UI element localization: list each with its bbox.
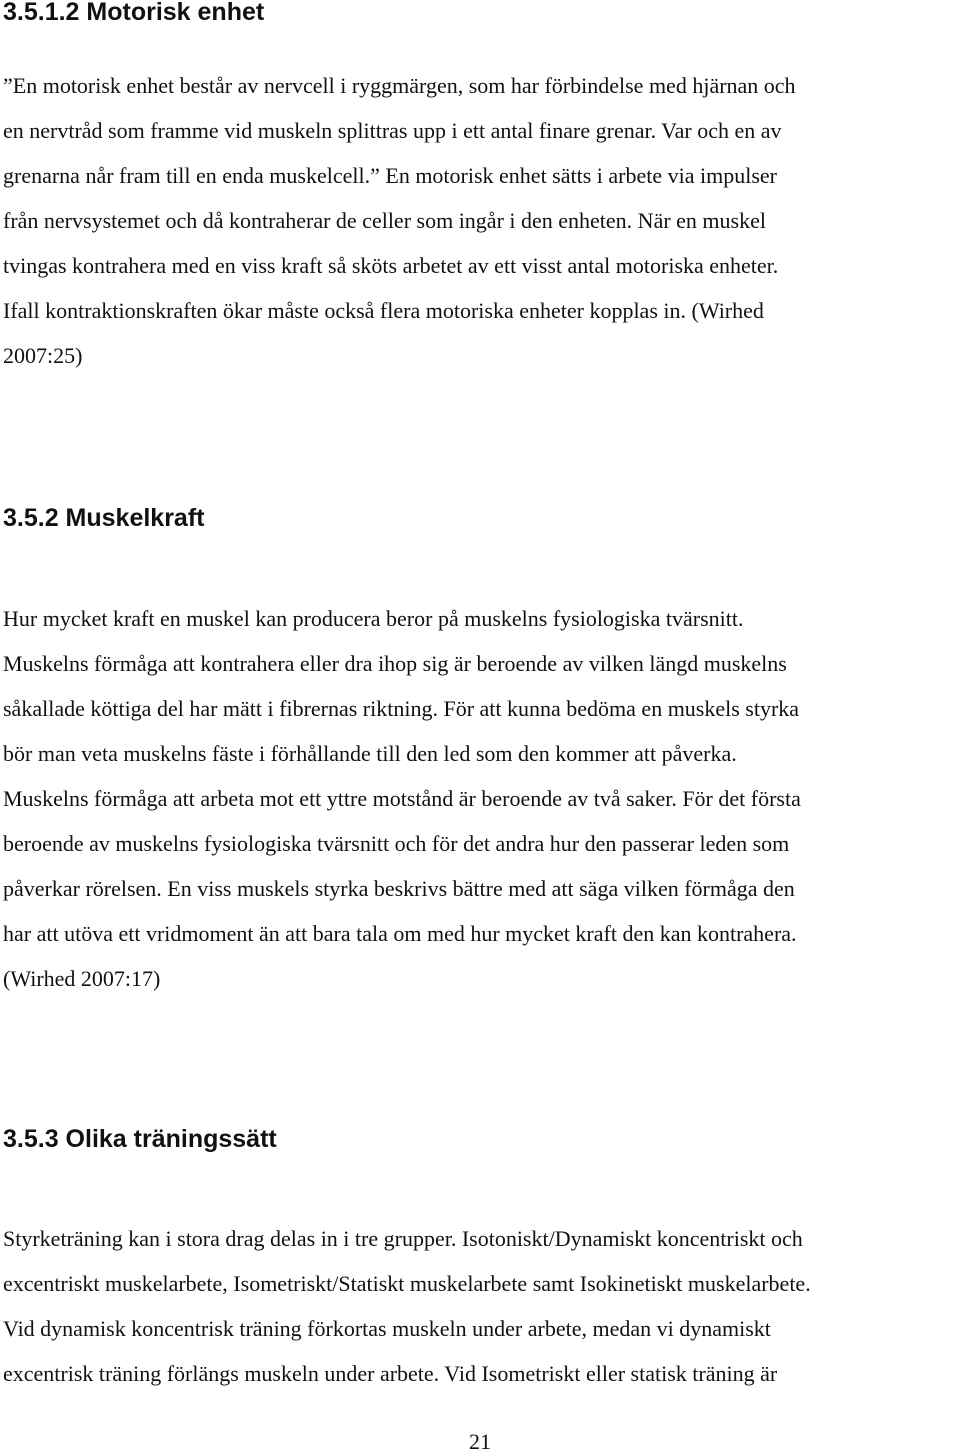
text-line: excentriskt muskelarbete, Isometriskt/Statiskt muskelarbete samt Isokinetiskt muskelarbete. [3, 1271, 811, 1296]
paragraph-olika-traningssatt [3, 1216, 943, 1396]
section-heading-muskelkraft: 3.5.2 Muskelkraft [3, 504, 205, 532]
text-line: Muskelns förmåga att kontrahera eller dra ihop sig är beroende av vilken längd muskelns [3, 651, 787, 676]
text-line: såkallade köttiga del har mätt i fibrernas riktning. För att kunna bedöma en muskels styrka [3, 696, 800, 721]
text-line: Muskelns förmåga att arbeta mot ett yttre motstånd är beroende av två saker. För det första [3, 786, 801, 811]
paragraph-muskelkraft [3, 596, 943, 1001]
text-line: en nervtråd som framme vid muskeln splittras upp i ett antal finare grenar. Var och en av [3, 118, 782, 143]
text-line: (Wirhed 2007:17) [3, 966, 161, 991]
text-line: Hur mycket kraft en muskel kan producera beror på muskelns fysiologiska tvärsnitt. [3, 606, 744, 631]
text-line: beroende av muskelns fysiologiska tvärsnitt och för det andra hur den passerar leden som [3, 831, 790, 856]
paragraph-motorisk-enhet [3, 63, 943, 378]
text-line: ”En motorisk enhet består av nervcell i ryggmärgen, som har förbindelse med hjärnan och [3, 73, 796, 98]
text-line: Ifall kontraktionskraften ökar måste också flera motoriska enheter kopplas in. (Wirhed [3, 298, 764, 323]
text-line: Vid dynamisk koncentrisk träning förkortas muskeln under arbete, medan vi dynamiskt [3, 1316, 771, 1341]
text-line: 2007:25) [3, 343, 83, 368]
text-line: tvingas kontrahera med en viss kraft så sköts arbetet av ett visst antal motoriska enheter. [3, 253, 779, 278]
text-line: bör man veta muskelns fäste i förhållande till den led som den kommer att påverka. [3, 741, 737, 766]
section-heading-motorisk-enhet: 3.5.1.2 Motorisk enhet [3, 0, 265, 26]
text-line: har att utöva ett vridmoment än att bara tala om med hur mycket kraft den kan kontrahera. [3, 921, 797, 946]
text-line: grenarna når fram till en enda muskelcell.” En motorisk enhet sätts i arbete via impulser [3, 163, 778, 188]
text-line: excentrisk träning förlängs muskeln under arbete. Vid Isometriskt eller statisk träning är [3, 1361, 778, 1386]
text-line: Styrketräning kan i stora drag delas in i tre grupper. Isotoniskt/Dynamiskt koncentriskt och [3, 1226, 803, 1251]
text-line: påverkar rörelsen. En viss muskels styrka beskrivs bättre med att säga vilken förmåga den [3, 876, 795, 901]
section-heading-olika-traningssatt: 3.5.3 Olika träningssätt [3, 1125, 277, 1153]
text-line: från nervsystemet och då kontraherar de celler som ingår i den enheten. När en muskel [3, 208, 766, 233]
page-number: 21 [469, 1429, 491, 1454]
